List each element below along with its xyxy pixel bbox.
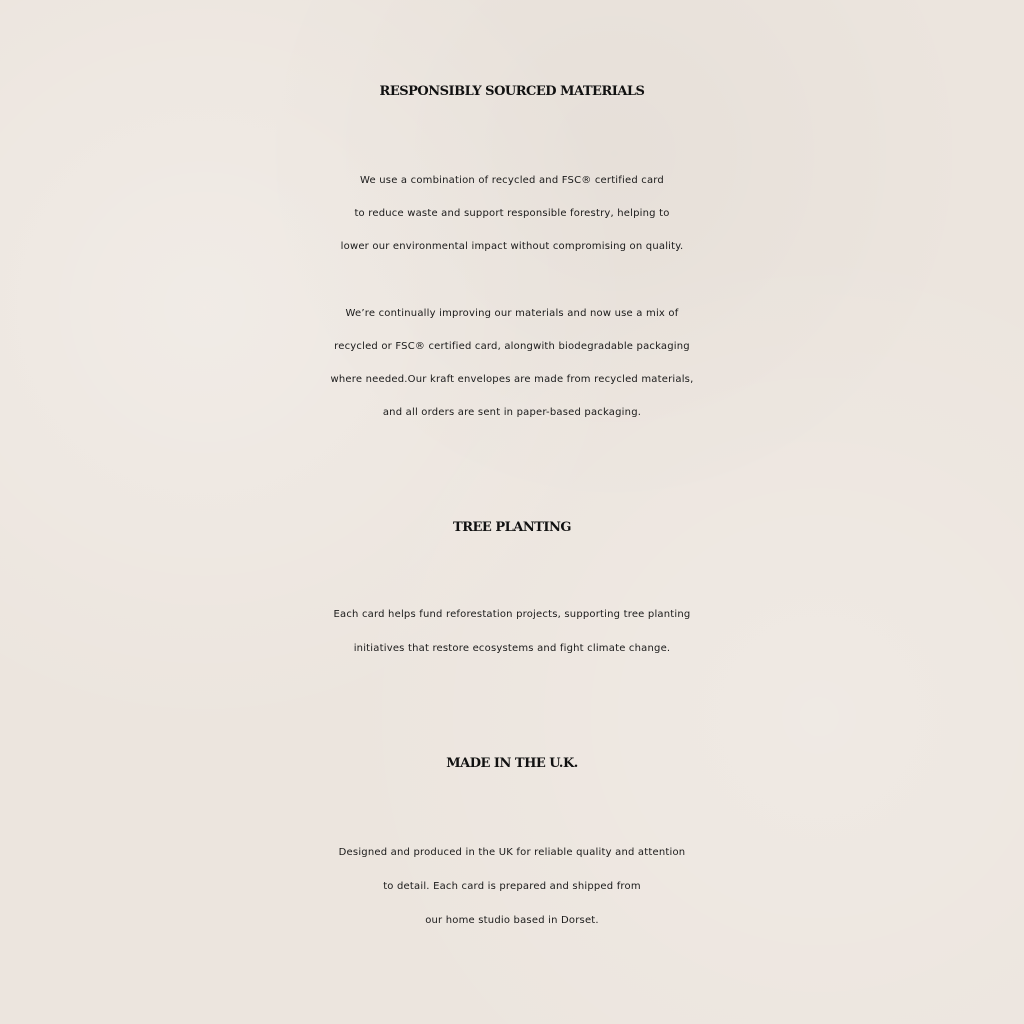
made-in-uk-line-1: Designed and produced in the UK for reliable quality and attention (338, 847, 686, 858)
made-in-uk-line-3: our home studio based in Dorset. (425, 915, 599, 926)
materials-paragraph-2-line-2: recycled or FSC® certified card, alongwith biodegradable packaging (334, 341, 690, 352)
tree-planting-line-1: Each card helps fund reforestation projects, supporting tree planting (333, 609, 691, 620)
materials-paragraph-2-line-1: We’re continually improving our materials and now use a mix of (345, 308, 679, 319)
made-in-uk-line-2: to detail. Each card is prepared and shipped from (383, 881, 641, 892)
materials-paragraph-2-line-4: and all orders are sent in paper-based packaging. (382, 407, 642, 418)
materials-paragraph-1-line-1: We use a combination of recycled and FSC® certified card (360, 175, 664, 186)
materials-paragraph-2-line-3: where needed.Our kraft envelopes are made from recycled materials, (330, 374, 694, 385)
materials-paragraph-1-line-2: to reduce waste and support responsible forestry, helping to (354, 208, 670, 219)
section-heading-tree-planting: TREE PLANTING (453, 520, 571, 535)
section-heading-made-in-uk: MADE IN THE U.K. (446, 756, 578, 771)
section-heading-materials: RESPONSIBLY SOURCED MATERIALS (379, 84, 645, 99)
materials-paragraph-1-line-3: lower our environmental impact without compromising on quality. (340, 241, 684, 252)
tree-planting-line-2: initiatives that restore ecosystems and fight climate change. (353, 643, 671, 654)
